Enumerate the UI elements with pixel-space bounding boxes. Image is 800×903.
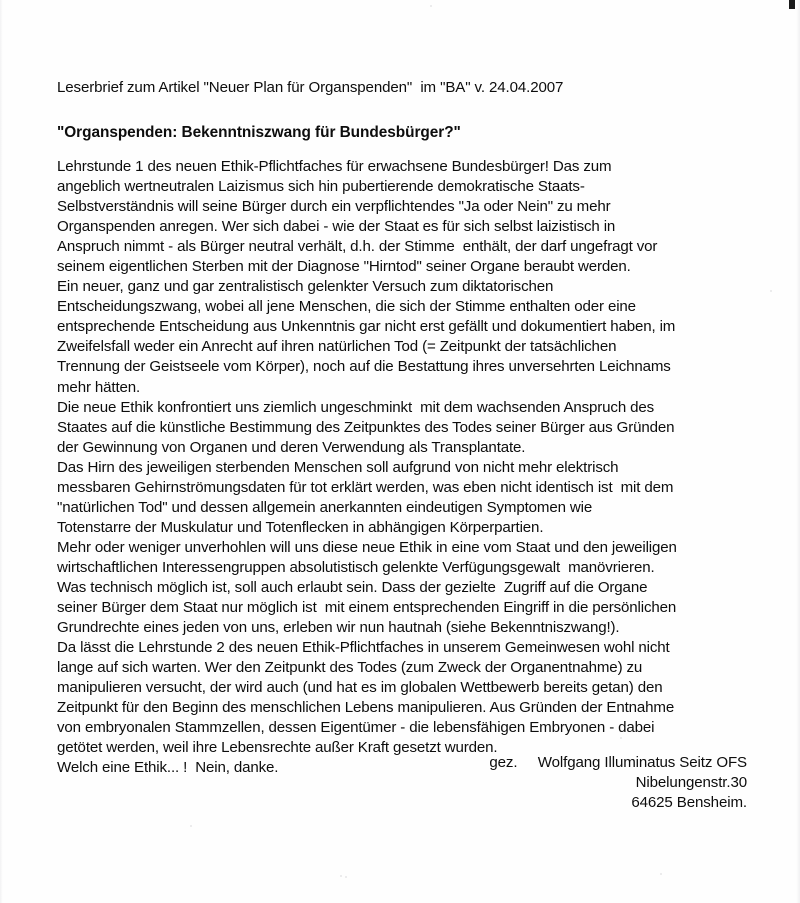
- scan-speckle: [345, 876, 347, 878]
- body-line: Zeitpunkt für den Beginn des menschlichen Lebens manipulieren. Aus Gründen der Entnahme: [57, 699, 675, 717]
- body-line: Die neue Ethik konfrontiert uns ziemlich ungeschminkt mit dem wachsenden Anspruch des: [57, 398, 655, 416]
- body-line: mehr hätten.: [57, 378, 141, 396]
- letter-headline: "Organspenden: Bekenntniszwang für Bundesbürger?": [57, 124, 461, 142]
- body-line: Grundrechte eines jeden von uns, erleben wir nun hautnah (siehe Bekenntniszwang!).: [57, 619, 620, 637]
- body-line: messbaren Gehirnströmungsdaten für tot erklärt werden, was eben nicht identisch ist mit dem: [57, 478, 674, 496]
- scan-edge-right: [796, 0, 800, 903]
- body-line: Zweifelsfall weder ein Anrecht auf ihren natürlichen Tod (= Zeitpunkt der tatsächlichen: [57, 338, 617, 356]
- signature-street: Nibelungenstr.30: [635, 774, 747, 792]
- body-line: angeblich wertneutralen Laizismus sich hin pubertierende demokratische Staats-: [57, 178, 585, 196]
- letter-body: [57, 157, 757, 778]
- body-line: Staates auf die künstliche Bestimmung des Zeitpunktes des Todes seiner Bürger aus Gründen: [57, 418, 675, 436]
- scan-speckle: [430, 5, 432, 7]
- body-line: Totenstarre der Muskulatur und Totenflecken in abhängigen Körperpartien.: [57, 518, 544, 536]
- scan-speckle: [660, 873, 662, 875]
- body-line: Was technisch möglich ist, soll auch erlaubt sein. Dass der gezielte Zugriff auf die Organe: [57, 578, 648, 596]
- body-line: Das Hirn des jeweiligen sterbenden Menschen soll aufgrund von nicht mehr elektrisch: [57, 458, 619, 476]
- body-line: Entscheidungszwang, wobei all jene Menschen, die sich der Stimme enthalten oder eine: [57, 298, 636, 316]
- body-line: manipulieren versucht, der wird auch (und hat es im globalen Wettbewerb bereits getan) den: [57, 679, 663, 697]
- body-line: entsprechende Entscheidung aus Unkenntnis gar nicht erst gefällt und dokumentiert haben, im: [57, 318, 676, 336]
- signature-name-row: gez. Wolfgang Illuminatus Seitz OFS: [489, 754, 747, 771]
- signature-block: [57, 753, 747, 813]
- body-line: lange auf sich warten. Wer den Zeitpunkt des Todes (zum Zweck der Organentnahme) zu: [57, 659, 643, 677]
- body-line: Lehrstunde 1 des neuen Ethik-Pflichtfaches für erwachsene Bundesbürger! Das zum: [57, 158, 612, 175]
- scan-edge-left: [0, 0, 3, 903]
- body-line: "natürlichen Tod" und dessen allgemein anerkannten eindeutigen Symptomen wie: [57, 498, 593, 516]
- scan-speckle: [770, 290, 772, 292]
- body-line: Trennung der Geistseele vom Körper), noch auf die Bestattung ihres unversehrten Leichnams: [57, 358, 671, 376]
- body-line: getötet werden, weil ihre Lebensrechte außer Kraft gesetzt wurden.: [57, 739, 498, 757]
- scan-speckle: [340, 875, 342, 877]
- scan-speckle: [190, 825, 192, 827]
- body-line: Anspruch nimmt - als Bürger neutral verhält, d.h. der Stimme enthält, der darf ungefragt vor: [57, 238, 658, 256]
- body-line: Welch eine Ethik... ! Nein, danke.: [57, 759, 279, 777]
- body-line: der Gewinnung von Organen und deren Verwendung als Transplantate.: [57, 438, 526, 456]
- body-line: von embryonalen Stammzellen, dessen Eigentümer - die lebensfähigen Embryonen - dabei: [57, 719, 655, 737]
- signature-city: 64625 Bensheim.: [631, 794, 747, 812]
- body-line: Mehr oder weniger unverhohlen will uns diese neue Ethik in eine vom Staat und den jeweiligen: [57, 538, 677, 556]
- article-reference-line: Leserbrief zum Artikel "Neuer Plan für Organspenden" im "BA" v. 24.04.2007: [57, 79, 564, 96]
- body-line: wirtschaftlichen Interessengruppen absolutistisch gelenkte Verfügungsgewalt manövrieren.: [57, 558, 655, 576]
- body-line: Ein neuer, ganz und gar zentralistisch gelenkter Versuch zum diktatorischen: [57, 278, 554, 296]
- body-line: Da lässt die Lehrstunde 2 des neuen Ethik-Pflichtfaches in unserem Gemeinwesen wohl nicht: [57, 639, 670, 657]
- body-line: seiner Bürger dem Staat nur möglich ist mit einem entsprechenden Eingriff in die persönlichen: [57, 599, 677, 617]
- scan-artifact-mark: [789, 0, 795, 9]
- body-line: Organspenden anregen. Wer sich dabei - wie der Staat es für sich selbst laizistisch in: [57, 218, 616, 236]
- body-line: seinem eigentlichen Sterben mit der Diagnose "Hirntod" seiner Organe beraubt werden.: [57, 258, 631, 276]
- body-line: Selbstverständnis will seine Bürger durch ein verpflichtendes "Ja oder Nein" zu mehr: [57, 198, 611, 216]
